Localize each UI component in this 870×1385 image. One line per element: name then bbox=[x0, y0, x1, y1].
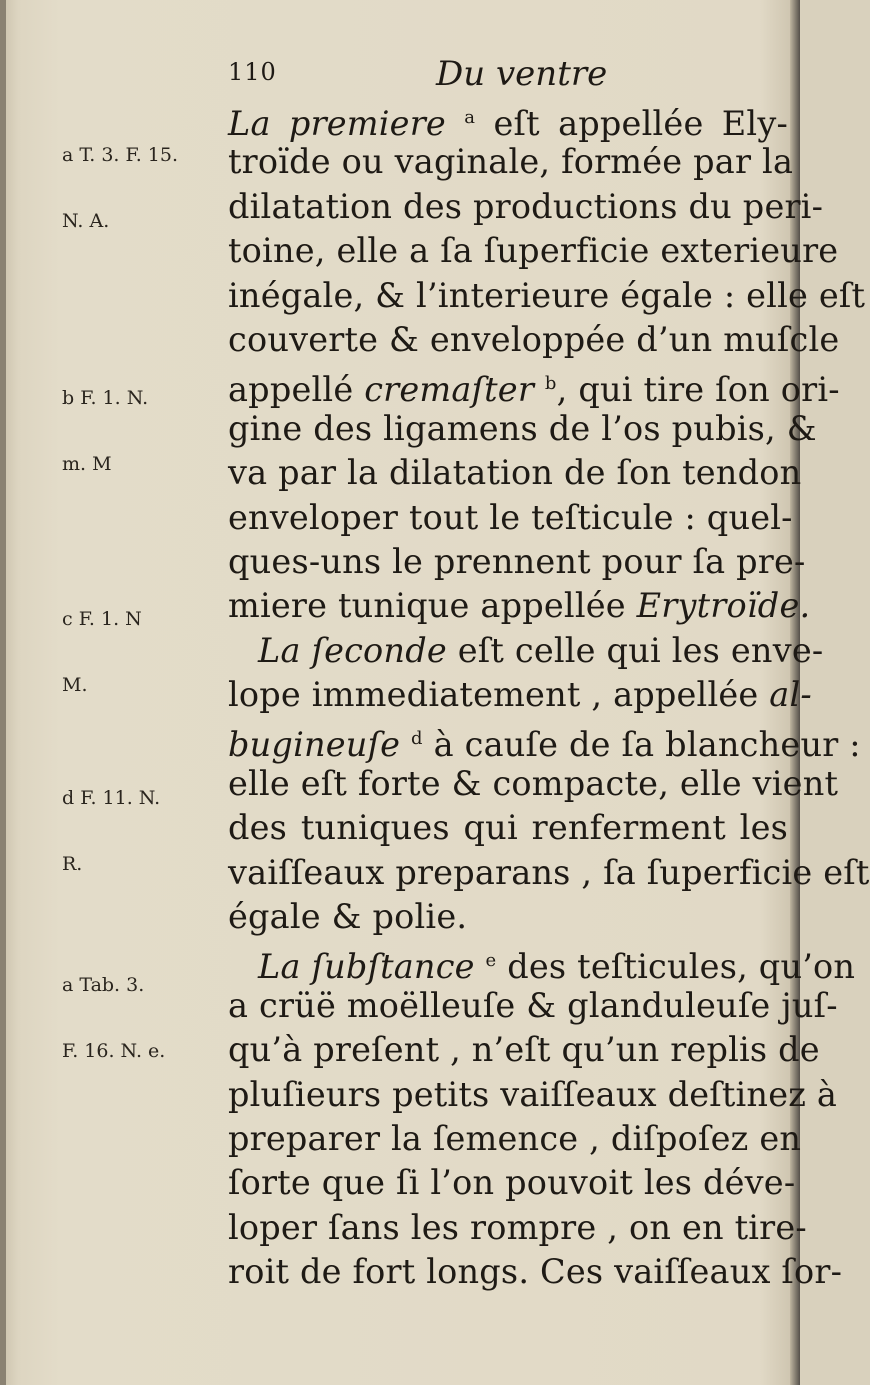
footnote-marker: a bbox=[464, 107, 476, 128]
margin-note-marker: b bbox=[62, 387, 75, 409]
text-line bbox=[228, 806, 788, 850]
text-line bbox=[228, 96, 788, 143]
text-segment: couverte & enveloppée d’un muſcle bbox=[228, 319, 840, 359]
text-line bbox=[228, 1028, 820, 1072]
paragraph bbox=[228, 96, 866, 629]
page-number: 110 bbox=[228, 58, 277, 86]
text-line bbox=[228, 1073, 838, 1117]
text-segment bbox=[446, 104, 464, 143]
text-line bbox=[228, 629, 824, 673]
text-segment: vaiſſeaux preparans , ſa ſuperficie eſt bbox=[228, 852, 870, 892]
text-segment: pluſieurs petits vaiſſeaux deſtinez à bbox=[228, 1074, 838, 1114]
paragraph bbox=[228, 939, 856, 1294]
paragraph bbox=[228, 629, 870, 940]
text-segment: appellé bbox=[228, 370, 365, 410]
margin-note-line: F. 1. N bbox=[78, 608, 142, 630]
footnote-marker: d bbox=[411, 728, 423, 750]
text-segment: dilatation des productions du peri- bbox=[228, 186, 824, 226]
margin-note-line: N. A. bbox=[62, 210, 110, 232]
text-line bbox=[228, 717, 861, 765]
text-segment bbox=[534, 370, 545, 409]
margin-note-a bbox=[62, 100, 178, 276]
margin-note-d bbox=[62, 743, 160, 919]
text-line bbox=[228, 274, 866, 318]
text-segment: Erytroïde. bbox=[636, 586, 811, 626]
page-gutter bbox=[0, 0, 6, 1385]
text-segment: gine des ligamens de l’os pubis, & bbox=[228, 408, 817, 448]
text-line bbox=[228, 1161, 796, 1205]
text-line bbox=[228, 140, 794, 184]
margin-note-marker: a bbox=[62, 144, 74, 166]
text-segment: a crüë moëlleuſe & glanduleuſe juſ- bbox=[228, 985, 838, 1025]
text-segment: toine, elle a ſa ſuperficie exterieure bbox=[228, 231, 839, 271]
margin-note-line: R. bbox=[62, 853, 83, 875]
text-segment: inégale, & l’interieure égale : elle eſt bbox=[228, 275, 866, 315]
text-segment: elle eſt forte & compacte, elle vient bbox=[228, 763, 839, 803]
text-segment: , qui tire ſon ori- bbox=[556, 370, 840, 410]
text-segment: va par la dilatation de ſon tendon bbox=[228, 453, 802, 493]
text-segment: miere tunique appellée bbox=[228, 586, 637, 626]
footnote-marker: b bbox=[544, 373, 557, 395]
text-segment: égale & polie. bbox=[228, 897, 468, 937]
footnote-marker: e bbox=[485, 950, 497, 972]
text-line bbox=[228, 407, 817, 451]
text-line bbox=[228, 1117, 802, 1161]
text-segment: loper ſans les rompre , on en tire- bbox=[228, 1207, 807, 1247]
text-segment: preparer la ſemence , diſpoſez en bbox=[228, 1118, 802, 1158]
text-segment: lope immediatement , appellée bbox=[228, 675, 770, 715]
margin-note-marker: d bbox=[62, 787, 75, 809]
text-line bbox=[228, 939, 856, 987]
text-line bbox=[228, 451, 802, 495]
margin-note-line: F. 11. N. bbox=[80, 787, 161, 809]
text-segment: eſt appellée Ely- bbox=[475, 104, 788, 143]
text-segment: La ſubſtance bbox=[258, 947, 475, 987]
text-segment: bugineuſe bbox=[228, 725, 401, 765]
text-segment: ques-uns le prennent pour ſa pre- bbox=[228, 541, 806, 581]
text-line bbox=[228, 984, 838, 1028]
page-header bbox=[228, 54, 768, 98]
margin-note-line: T. 3. F. 15. bbox=[79, 144, 179, 166]
text-line bbox=[228, 318, 840, 362]
text-line bbox=[228, 762, 839, 806]
text-segment: troïde ou vaginale, formée par la bbox=[228, 142, 794, 182]
margin-note-c bbox=[62, 564, 142, 740]
margin-note-line: F. 16. N. e. bbox=[62, 1040, 166, 1062]
text-line bbox=[228, 584, 811, 628]
text-segment: La premiere bbox=[228, 104, 446, 143]
text-segment: eſt celle qui les enve- bbox=[446, 630, 824, 670]
text-line bbox=[228, 1250, 843, 1294]
margin-note-line: a Tab. 3. bbox=[62, 974, 145, 996]
running-title: Du ventre bbox=[436, 54, 608, 94]
text-segment: à cauſe de ſa blancheur : bbox=[422, 725, 861, 765]
text-line bbox=[228, 851, 870, 895]
text-segment bbox=[475, 947, 486, 986]
text-segment: des tuniques qui renferment les bbox=[228, 808, 788, 848]
text-line bbox=[228, 1206, 807, 1250]
margin-note-line: M. bbox=[62, 674, 88, 696]
text-segment: La ſeconde bbox=[258, 630, 447, 670]
margin-note-line: m. M bbox=[62, 453, 112, 475]
text-line bbox=[228, 362, 840, 410]
margin-note-e bbox=[62, 930, 165, 1106]
text-segment: des teſticules, qu’on bbox=[496, 947, 856, 987]
margin-note-line: F. 1. N. bbox=[80, 387, 149, 409]
text-segment: roit de fort longs. Ces vaiſſeaux ſor- bbox=[228, 1252, 843, 1292]
text-segment: cremaſter bbox=[364, 370, 535, 410]
text-segment: qu’à preſent , n’eſt qu’un replis de bbox=[228, 1030, 820, 1070]
text-segment: al- bbox=[769, 675, 812, 715]
text-segment: enveloper tout le teſticule : quel- bbox=[228, 497, 793, 537]
text-line bbox=[228, 229, 839, 273]
margin-note-marker: c bbox=[62, 608, 73, 630]
text-line bbox=[228, 185, 824, 229]
text-line bbox=[228, 673, 812, 717]
text-segment: ſorte que ſi l’on pouvoit les déve- bbox=[228, 1163, 796, 1203]
text-line bbox=[228, 540, 806, 584]
text-line bbox=[228, 895, 788, 939]
body-text bbox=[228, 96, 870, 1295]
margin-note-b bbox=[62, 343, 148, 519]
text-line bbox=[228, 496, 793, 540]
text-segment bbox=[400, 725, 411, 764]
